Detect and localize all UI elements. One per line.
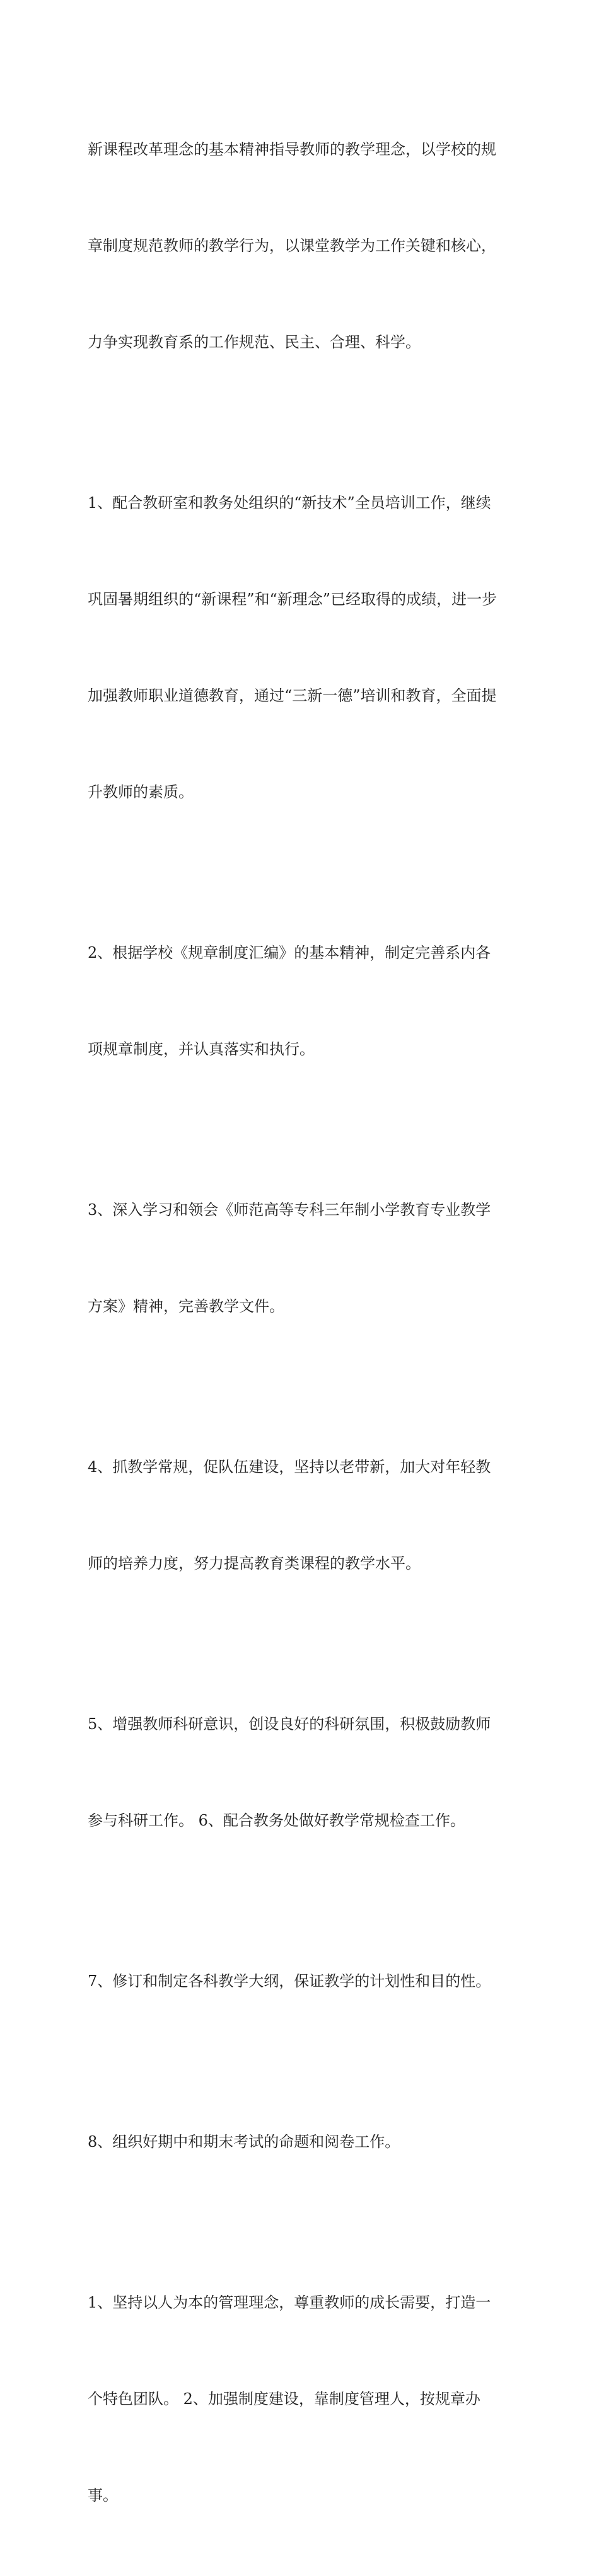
text-line: 1、配合教研室和教务处组织的“新技术”全员培训工作，继续 — [88, 494, 491, 512]
text-line: 加强教师职业道德教育，通过“三新一德”培训和教育，全面提 — [88, 687, 497, 704]
text-line: 3、深入学习和领会《师范高等专科三年制小学教育专业教学 — [88, 1201, 491, 1219]
text-line: 5、增强教师科研意识，创设良好的科研氛围，积极鼓励教师 — [88, 1715, 491, 1733]
text-line: 4、抓教学常规，促队伍建设，坚持以老带新，加大对年轻教 — [88, 1458, 491, 1476]
text-line: 8、组织好期中和期末考试的命题和阅卷工作。 — [88, 2133, 400, 2151]
paragraph-intro — [88, 69, 516, 423]
paragraph-item-4 — [88, 1387, 516, 1644]
text-line: 力争实现教育系的工作规范、民主、合理、科学。 — [88, 333, 421, 351]
text-line: 7、修订和制定各科教学大纲，保证教学的计划性和目的性。 — [88, 1972, 491, 1990]
text-line: 1、坚持以人为本的管理理念，尊重教师的成长需要，打造一 — [88, 2294, 491, 2311]
text-line: 事。 — [88, 2487, 118, 2504]
text-line: 参与科研工作。 6、配合教务处做好教学常规检查工作。 — [88, 1812, 465, 1829]
paragraph-item-8 — [88, 2062, 516, 2222]
text-line: 项规章制度，并认真落实和执行。 — [88, 1040, 315, 1058]
paragraph-management — [88, 2222, 516, 2576]
text-line: 方案》精神，完善教学文件。 — [88, 1297, 284, 1315]
text-line: 师的培养力度，努力提高教育类课程的教学水平。 — [88, 1555, 421, 1572]
text-line: 2、根据学校《规章制度汇编》的基本精神，制定完善系内各 — [88, 944, 491, 962]
paragraph-item-1 — [88, 423, 516, 873]
text-line: 升教师的素质。 — [88, 783, 194, 801]
paragraph-item-7 — [88, 1901, 516, 2062]
document-body — [88, 69, 516, 2576]
paragraph-item-5 — [88, 1644, 516, 1901]
paragraph-item-3 — [88, 1130, 516, 1387]
text-line: 个特色团队。 2、加强制度建设，靠制度管理人，按规章办 — [88, 2390, 480, 2408]
text-line: 新课程改革理念的基本精神指导教师的教学理念，以学校的规 — [88, 141, 496, 158]
text-line: 巩固暑期组织的“新课程”和“新理念”已经取得的成绩，进一步 — [88, 590, 497, 608]
paragraph-item-2 — [88, 873, 516, 1130]
text-line: 章制度规范教师的教学行为，以课堂教学为工作关键和核心， — [88, 237, 496, 255]
